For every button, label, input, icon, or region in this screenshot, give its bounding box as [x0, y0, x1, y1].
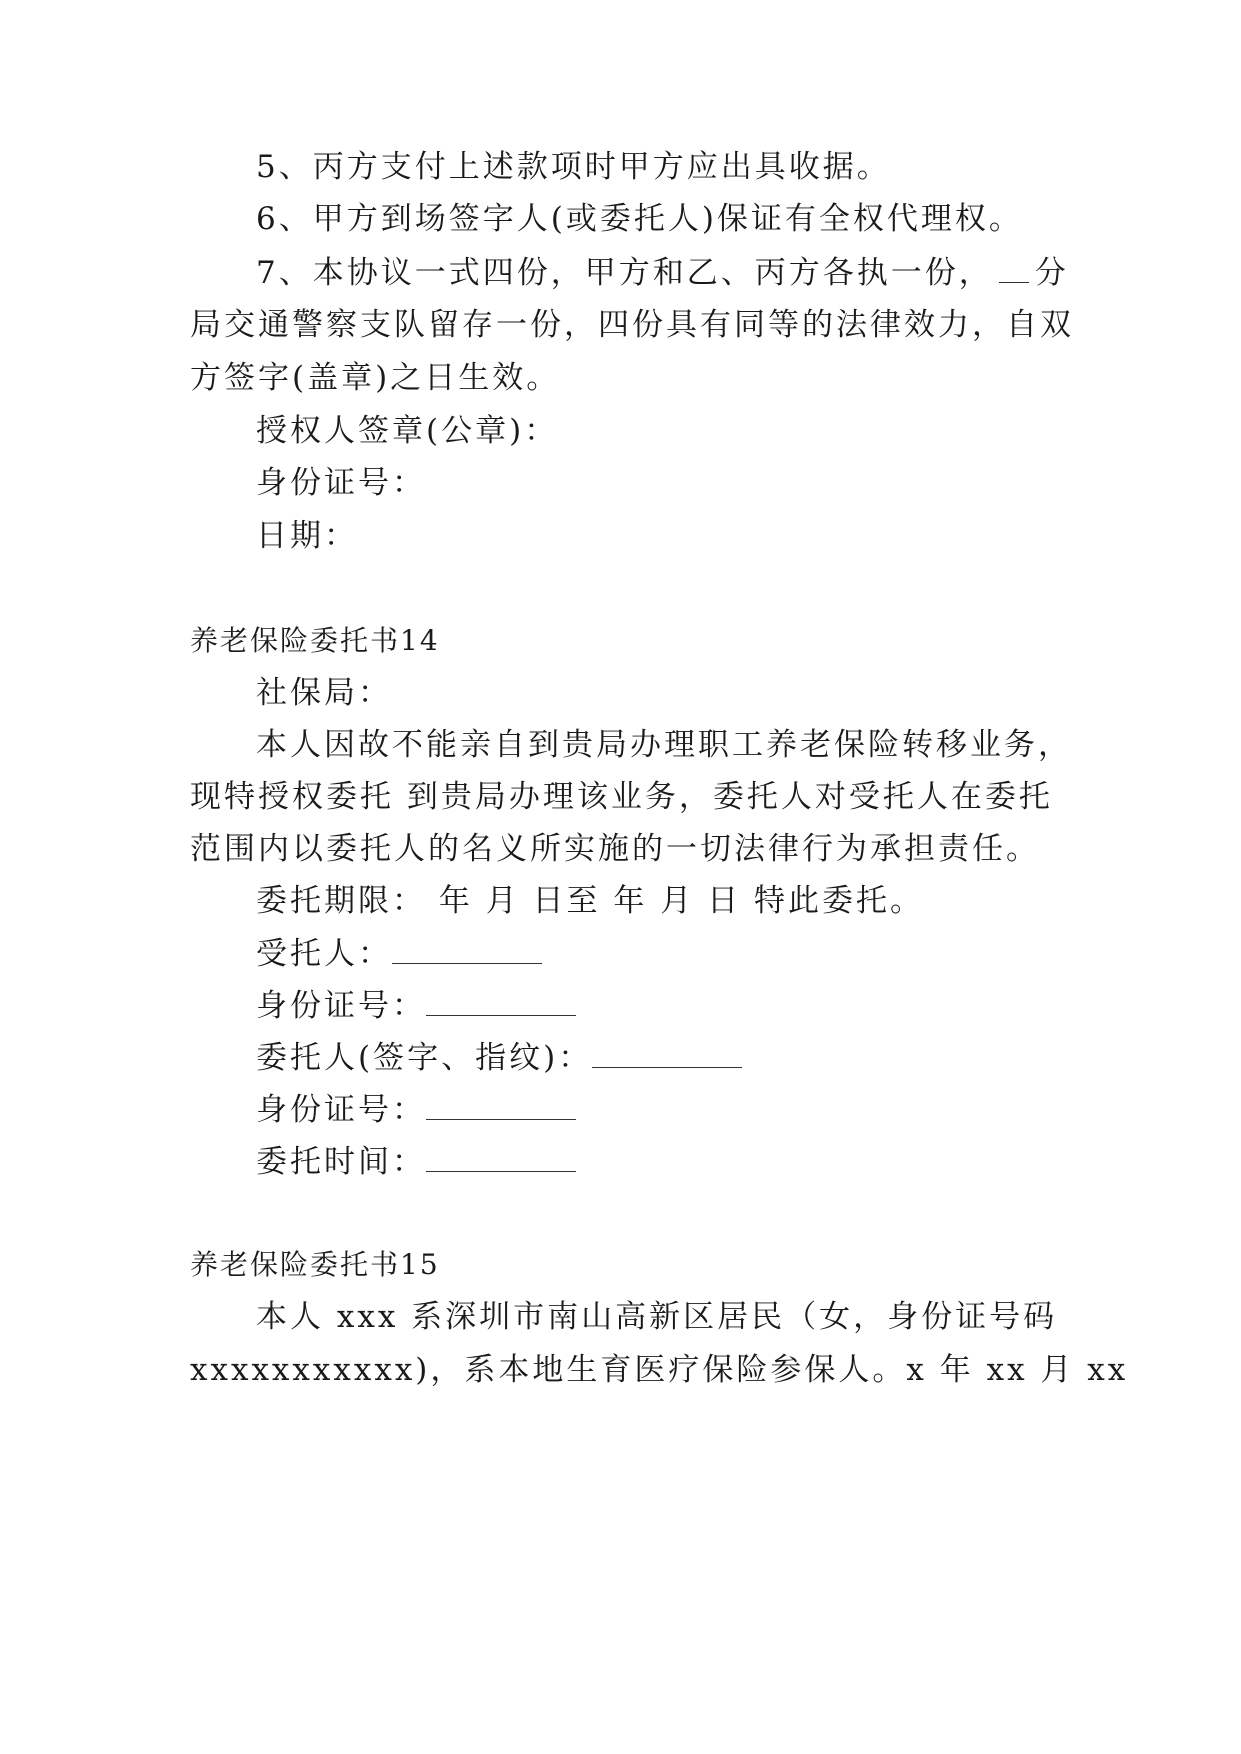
- clause-7-line-3: 方签字(盖章)之日生效。: [190, 360, 561, 396]
- entrustment-period: 委托期限： 年 月 日至 年 月 日 特此委托。: [256, 883, 924, 919]
- entrust-time-blank: [426, 1141, 576, 1172]
- section-title-14: 养老保险委托书14: [190, 624, 440, 657]
- principal-id-row: [256, 1089, 576, 1130]
- trustee-row: [256, 933, 542, 974]
- principal-id-blank: [426, 1089, 576, 1120]
- clause-7-text: 7、本协议一式四份，甲方和乙、丙方各执一份，: [256, 255, 993, 291]
- addressee: 社保局：: [256, 675, 392, 711]
- id-number-label: 身份证号：: [256, 465, 426, 501]
- principal-row: [256, 1037, 742, 1078]
- principal-id-label: 身份证号：: [256, 1092, 426, 1128]
- entrust-time-label: 委托时间：: [256, 1144, 426, 1180]
- clause-5: 5、丙方支付上述款项时甲方应出具收据。: [256, 149, 891, 185]
- trustee-id-label: 身份证号：: [256, 988, 426, 1024]
- principal-blank: [592, 1037, 742, 1068]
- entrust-time-row: [256, 1141, 576, 1182]
- section-15-body-line-2: xxxxxxxxxxx)，系本地生育医疗保险参保人。x 年 xx 月 xx: [190, 1352, 1129, 1388]
- body-line-1: 本人因故不能亲自到贵局办理职工养老保险转移业务，: [256, 727, 1072, 763]
- section-title-15: 养老保险委托书15: [190, 1248, 440, 1281]
- trustee-id-row: [256, 985, 576, 1026]
- clause-7-line-2: 局交通警察支队留存一份，四份具有同等的法律效力，自双: [190, 307, 1074, 343]
- date-label: 日期：: [256, 518, 358, 554]
- clause-7-line-1: [256, 252, 1069, 293]
- body-line-2: 现特授权委托 到贵局办理该业务，委托人对受托人在委托: [190, 779, 1053, 815]
- principal-label: 委托人(签字、指纹)：: [256, 1040, 593, 1076]
- clause-6: 6、甲方到场签字人(或委托人)保证有全权代理权。: [256, 201, 1023, 237]
- trustee-label: 受托人：: [256, 936, 392, 972]
- fill-blank: [999, 252, 1029, 283]
- clause-7-text-end: 分: [1034, 255, 1069, 291]
- trustee-id-blank: [426, 985, 576, 1016]
- authorizer-seal-label: 授权人签章(公章)：: [256, 413, 559, 449]
- body-line-3: 范围内以委托人的名义所实施的一切法律行为承担责任。: [190, 831, 1040, 867]
- section-15-body-line-1: 本人 xxx 系深圳市南山高新区居民（女，身份证号码: [256, 1299, 1058, 1335]
- trustee-blank: [392, 933, 542, 964]
